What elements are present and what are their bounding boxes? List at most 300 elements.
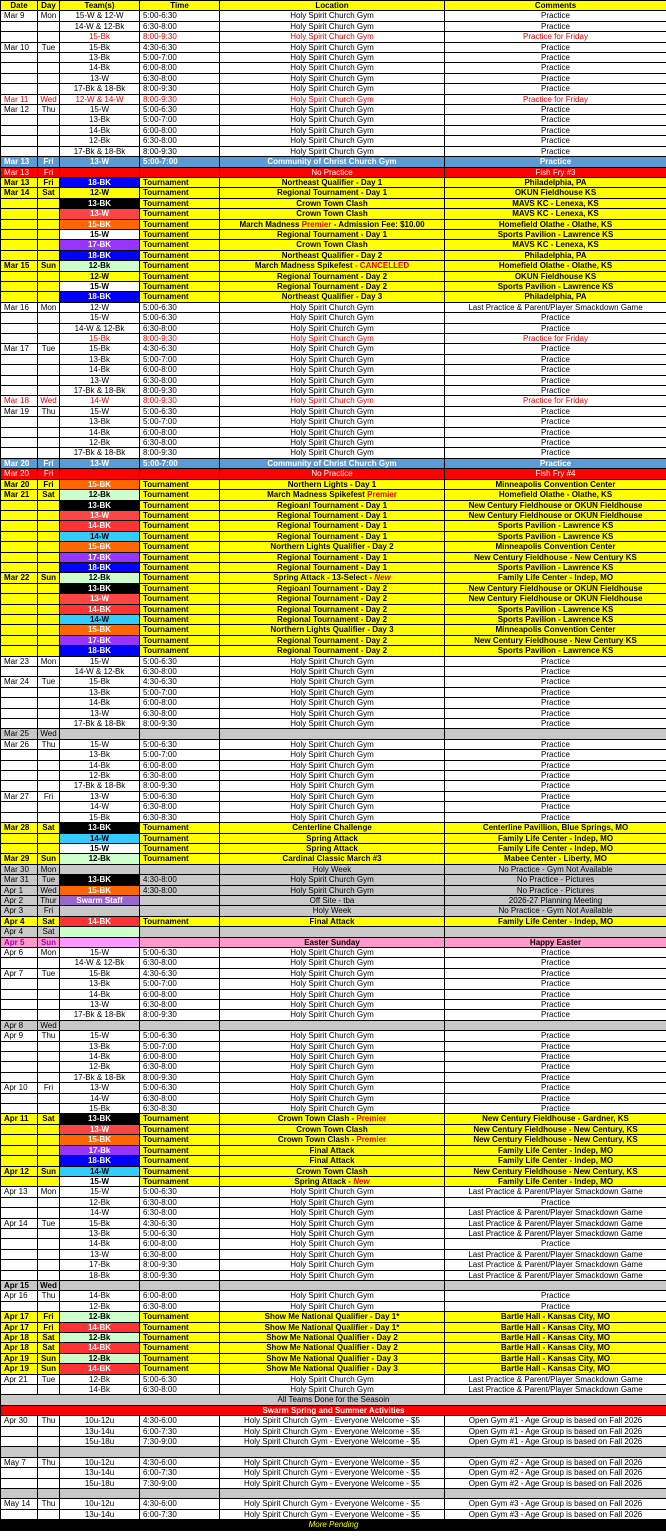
date-cell bbox=[1, 323, 38, 333]
comments-cell: Bartle Hall - Kansas City, MO bbox=[445, 1343, 666, 1353]
team-cell: 12-Bk bbox=[60, 490, 140, 500]
table-row bbox=[1, 542, 666, 552]
location-text: Regioanl Tournament - Day 2 bbox=[276, 583, 388, 593]
date-cell: Apr 17 bbox=[1, 1312, 38, 1322]
time-cell: 6:00-8:00 bbox=[140, 1052, 220, 1062]
schedule-body bbox=[1, 11, 666, 1530]
day-cell bbox=[38, 1041, 60, 1051]
location-cell bbox=[220, 1208, 445, 1218]
comments-cell: Practice bbox=[445, 656, 666, 666]
day-cell bbox=[38, 281, 60, 291]
time-cell: 4:30-6:30 bbox=[140, 344, 220, 354]
team-cell: 14-W & 12-Bk bbox=[60, 21, 140, 31]
table-row bbox=[1, 1301, 666, 1311]
comments-cell: Practice bbox=[445, 687, 666, 697]
comments-cell: Practice bbox=[445, 354, 666, 364]
day-cell: Tue bbox=[38, 42, 60, 52]
time-cell: Tournament bbox=[140, 188, 220, 198]
location-text: Holy Spirit Church Gym bbox=[290, 687, 374, 697]
team-cell: 12-W & 14-W bbox=[60, 94, 140, 104]
team-cell: 12-W bbox=[60, 302, 140, 312]
date-cell bbox=[1, 958, 38, 968]
date-cell bbox=[1, 417, 38, 427]
table-row bbox=[1, 354, 666, 364]
team-cell bbox=[60, 906, 140, 916]
day-cell: Tue bbox=[38, 968, 60, 978]
team-cell bbox=[60, 469, 140, 479]
table-row bbox=[1, 1333, 666, 1343]
location-cell bbox=[220, 115, 445, 125]
date-cell bbox=[1, 84, 38, 94]
time-cell: Tournament bbox=[140, 833, 220, 843]
location-cell bbox=[220, 687, 445, 697]
date-cell: Apr 11 bbox=[1, 1114, 38, 1124]
table-row bbox=[1, 1457, 666, 1467]
time-cell bbox=[140, 895, 220, 905]
comments-cell: Practice bbox=[445, 84, 666, 94]
team-cell: 12-Bk bbox=[60, 136, 140, 146]
location-cell bbox=[220, 1437, 445, 1447]
table-row bbox=[1, 781, 666, 791]
comments-cell: Practice bbox=[445, 968, 666, 978]
location-text: Holy Spirit Church Gym bbox=[290, 677, 374, 687]
day-cell bbox=[38, 1052, 60, 1062]
comments-cell: Open Gym #1 - Age Group is based on Fall 2026 bbox=[445, 1426, 666, 1436]
comments-cell: Practice bbox=[445, 698, 666, 708]
location-cell bbox=[220, 42, 445, 52]
day-cell bbox=[38, 73, 60, 83]
location-text: Holy Spirit Church Gym bbox=[290, 989, 374, 999]
location-text: Spring Attack - bbox=[294, 1176, 354, 1186]
time-cell: 5:00-7:00 bbox=[140, 979, 220, 989]
table-row bbox=[1, 833, 666, 843]
location-text: Holy Spirit Church Gym bbox=[290, 1072, 374, 1082]
header-teams: Team(s) bbox=[60, 1, 140, 11]
location-cell bbox=[220, 1228, 445, 1238]
comments-cell: Fish Fry #4 bbox=[445, 469, 666, 479]
location-text: Show Me National Qualifier - Day 2 bbox=[266, 1343, 398, 1353]
location-cell bbox=[220, 84, 445, 94]
comments-cell: New Century Fieldhouse - New Century, KS bbox=[445, 1124, 666, 1134]
table-row bbox=[1, 219, 666, 229]
day-cell: Mon bbox=[38, 11, 60, 21]
team-cell: 14-Bk bbox=[60, 760, 140, 770]
location-cell bbox=[220, 313, 445, 323]
time-cell: 5:00-7:00 bbox=[140, 1041, 220, 1051]
team-cell: 18-BK bbox=[60, 177, 140, 187]
comments-cell: Practice bbox=[445, 125, 666, 135]
comments-cell: Practice bbox=[445, 344, 666, 354]
time-cell: 5:00-7:00 bbox=[140, 53, 220, 63]
date-cell bbox=[1, 1197, 38, 1207]
day-cell: Sun bbox=[38, 937, 60, 947]
time-cell bbox=[140, 937, 220, 947]
day-cell bbox=[38, 365, 60, 375]
team-cell bbox=[60, 167, 140, 177]
time-cell: 6:30-8:00 bbox=[140, 1301, 220, 1311]
location-text: Holy Spirit Church Gym bbox=[290, 386, 374, 396]
date-cell bbox=[1, 1093, 38, 1103]
team-cell: 13-Bk bbox=[60, 750, 140, 760]
location-cell bbox=[220, 219, 445, 229]
table-row bbox=[1, 84, 666, 94]
date-cell: Mar 13 bbox=[1, 157, 38, 167]
day-cell bbox=[38, 63, 60, 73]
comments-cell: Homefield Olathe - Olathe, KS bbox=[445, 490, 666, 500]
team-cell: 13-BK bbox=[60, 198, 140, 208]
table-row bbox=[1, 1478, 666, 1488]
day-cell bbox=[38, 136, 60, 146]
table-row bbox=[1, 406, 666, 416]
day-cell: Fri bbox=[38, 791, 60, 801]
day-cell: Mon bbox=[38, 302, 60, 312]
day-cell bbox=[38, 583, 60, 593]
location-cell bbox=[220, 250, 445, 260]
location-cell bbox=[220, 365, 445, 375]
comments-cell: Family Life Center - Indep, MO bbox=[445, 1176, 666, 1186]
comments-cell: Practice bbox=[445, 1239, 666, 1249]
location-text: Northern Lights Qualifier - Day 2 bbox=[270, 542, 394, 552]
time-cell: 4:30-6:30 bbox=[140, 42, 220, 52]
time-cell: 6:00-8:00 bbox=[140, 698, 220, 708]
time-cell: 5:00-6:30 bbox=[140, 739, 220, 749]
team-cell bbox=[60, 1280, 140, 1290]
table-row bbox=[1, 895, 666, 905]
location-cell bbox=[220, 864, 445, 874]
time-cell: 6:00-7:30 bbox=[140, 1468, 220, 1478]
day-cell: Fri bbox=[38, 177, 60, 187]
location-text: Holy Spirit Church Gym bbox=[290, 1197, 374, 1207]
date-cell bbox=[1, 365, 38, 375]
comments-cell: Minneapolis Convention Center bbox=[445, 479, 666, 489]
location-cell bbox=[220, 1468, 445, 1478]
location-cell bbox=[220, 708, 445, 718]
location-cell bbox=[220, 396, 445, 406]
date-cell: Apr 19 bbox=[1, 1353, 38, 1363]
time-cell: Tournament bbox=[140, 635, 220, 645]
time-cell: 6:00-8:00 bbox=[140, 427, 220, 437]
comments-cell: OKUN Fieldhouse KS bbox=[445, 271, 666, 281]
location-text: Holy Spirit Church Gym bbox=[290, 323, 374, 333]
comments-cell: Practice bbox=[445, 21, 666, 31]
team-cell bbox=[60, 937, 140, 947]
time-cell: Tournament bbox=[140, 521, 220, 531]
time-cell: Tournament bbox=[140, 1166, 220, 1176]
comments-cell: Open Gym #3 - Age Group is based on Fall 2026 bbox=[445, 1509, 666, 1519]
day-cell bbox=[38, 979, 60, 989]
location-cell bbox=[220, 1197, 445, 1207]
comments-cell: Bartle Hall - Kansas City, MO bbox=[445, 1353, 666, 1363]
time-cell: 6:30-8:00 bbox=[140, 667, 220, 677]
location-text: Holy Spirit Church Gym bbox=[290, 885, 374, 895]
location-cell bbox=[220, 1322, 445, 1332]
day-cell bbox=[38, 708, 60, 718]
date-cell bbox=[1, 386, 38, 396]
location-cell bbox=[220, 53, 445, 63]
table-row bbox=[1, 115, 666, 125]
location-cell bbox=[220, 750, 445, 760]
location-text: Holy Spirit Church Gym bbox=[290, 1000, 374, 1009]
date-cell bbox=[1, 1135, 38, 1145]
comments-cell: New Century Fieldhouse or OKUN Fieldhouse bbox=[445, 583, 666, 593]
date-cell: Apr 16 bbox=[1, 1291, 38, 1301]
team-cell bbox=[60, 1020, 140, 1030]
team-cell: 12-Bk bbox=[60, 1374, 140, 1384]
location-text: Holy Spirit Church Gym bbox=[290, 667, 374, 676]
location-text: Holy Spirit Church Gym bbox=[290, 1083, 374, 1093]
day-cell: Sat bbox=[38, 927, 60, 937]
location-text: Regional Tournament - Day 2 bbox=[276, 614, 388, 624]
location-cell bbox=[220, 885, 445, 895]
location-text: Holy Spirit Church Gym bbox=[290, 406, 374, 416]
day-cell bbox=[38, 625, 60, 635]
table-row bbox=[1, 1489, 666, 1499]
table-row bbox=[1, 1041, 666, 1051]
team-cell bbox=[60, 864, 140, 874]
table-row bbox=[1, 1166, 666, 1176]
comments-cell: Family Life Center - Indep, MO bbox=[445, 916, 666, 926]
time-cell: Tournament bbox=[140, 261, 220, 271]
day-cell bbox=[38, 115, 60, 125]
location-text: Holy Spirit Church Gym bbox=[290, 53, 374, 63]
team-cell: 14-Bk bbox=[60, 1239, 140, 1249]
comments-cell: Sports Pavilion - Lawrence KS bbox=[445, 531, 666, 541]
table-row bbox=[1, 94, 666, 104]
date-cell bbox=[1, 833, 38, 843]
location-cell bbox=[220, 146, 445, 156]
location-cell bbox=[220, 1031, 445, 1041]
location-cell bbox=[220, 739, 445, 749]
date-cell: Mar 24 bbox=[1, 677, 38, 687]
comments-cell: Practice bbox=[445, 146, 666, 156]
table-row bbox=[1, 1187, 666, 1197]
date-cell bbox=[1, 313, 38, 323]
table-row bbox=[1, 771, 666, 781]
team-cell: 15-Bk bbox=[60, 812, 140, 822]
day-cell: Sun bbox=[38, 1353, 60, 1363]
table-row bbox=[1, 906, 666, 916]
comments-cell: Open Gym #2 - Age Group is based on Fall 2026 bbox=[445, 1468, 666, 1478]
time-cell: 5:00-6:30 bbox=[140, 1031, 220, 1041]
time-cell: Tournament bbox=[140, 594, 220, 604]
table-row bbox=[1, 417, 666, 427]
location-cell bbox=[220, 281, 445, 291]
team-cell: 14-BK bbox=[60, 1322, 140, 1332]
table-row bbox=[1, 1031, 666, 1041]
table-row bbox=[1, 812, 666, 822]
comments-cell: MAVS KC - Lenexa, KS bbox=[445, 240, 666, 250]
team-cell: 13-Bk bbox=[60, 354, 140, 364]
location-cell bbox=[220, 594, 445, 604]
team-cell: 15-W bbox=[60, 843, 140, 853]
time-cell: Tournament bbox=[140, 271, 220, 281]
time-cell: Tournament bbox=[140, 1156, 220, 1166]
day-cell: Sun bbox=[38, 1364, 60, 1374]
location-text: Holy Spirit Church Gym bbox=[290, 968, 374, 978]
date-cell: Apr 19 bbox=[1, 1364, 38, 1374]
time-cell: 8:00-9:30 bbox=[140, 146, 220, 156]
team-cell: 10u-12u bbox=[60, 1457, 140, 1467]
team-cell: 14-W & 12-Bk bbox=[60, 323, 140, 333]
location-text: Holy Spirit Church Gym bbox=[290, 708, 374, 718]
location-text: Northern Lights Qualifier - Day 3 bbox=[270, 625, 394, 635]
location-cell bbox=[220, 188, 445, 198]
comments-cell: Practice bbox=[445, 739, 666, 749]
team-cell: 14-Bk bbox=[60, 365, 140, 375]
location-text: Regional Tournament - Day 2 bbox=[276, 594, 388, 604]
location-cell bbox=[220, 1176, 445, 1186]
team-cell: 15-Bk bbox=[60, 968, 140, 978]
date-cell bbox=[1, 1447, 38, 1457]
location-text: Regional Tournament - Day 1 bbox=[276, 552, 388, 562]
time-cell: 5:00-6:30 bbox=[140, 11, 220, 21]
time-cell: 5:00-6:30 bbox=[140, 656, 220, 666]
time-cell: 8:00-9:30 bbox=[140, 1270, 220, 1280]
comments-cell: Practice bbox=[445, 1052, 666, 1062]
date-cell bbox=[1, 750, 38, 760]
day-cell: Tue bbox=[38, 1374, 60, 1384]
date-cell bbox=[1, 1072, 38, 1082]
table-row bbox=[1, 292, 666, 302]
day-cell bbox=[38, 1447, 60, 1457]
team-cell: 12-Bk bbox=[60, 1062, 140, 1072]
time-cell: 8:00-9:30 bbox=[140, 94, 220, 104]
table-row bbox=[1, 365, 666, 375]
date-cell bbox=[1, 1124, 38, 1134]
date-cell: Apr 9 bbox=[1, 1031, 38, 1041]
team-cell: 17-Bk & 18-Bk bbox=[60, 781, 140, 791]
time-cell: 4:30-8:00 bbox=[140, 885, 220, 895]
date-cell: Apr 13 bbox=[1, 1187, 38, 1197]
location-text: Spring Attack - 13-Select - bbox=[273, 573, 375, 583]
time-cell: 5:00-6:30 bbox=[140, 947, 220, 957]
day-cell bbox=[38, 219, 60, 229]
team-cell: 13-W bbox=[60, 510, 140, 520]
location-cell bbox=[220, 469, 445, 479]
table-row bbox=[1, 1520, 666, 1530]
team-cell: 13-W bbox=[60, 73, 140, 83]
location-cell bbox=[220, 1000, 445, 1010]
team-cell: 15-Bk bbox=[60, 32, 140, 42]
location-cell bbox=[220, 32, 445, 42]
location-cell bbox=[220, 261, 445, 271]
table-row bbox=[1, 1083, 666, 1093]
location-cell bbox=[220, 1010, 445, 1020]
team-cell: 13u-14u bbox=[60, 1426, 140, 1436]
time-cell: Tournament bbox=[140, 646, 220, 656]
location-text: Holy Spirit Church Gym bbox=[290, 365, 374, 375]
location-cell bbox=[220, 667, 445, 677]
location-cell bbox=[220, 177, 445, 187]
comments-cell bbox=[445, 1280, 666, 1290]
date-cell bbox=[1, 708, 38, 718]
team-cell: 14-W & 12-Bk bbox=[60, 667, 140, 677]
location-text: Holy Spirit Church Gym - Everyone Welcome - $5 bbox=[244, 1426, 420, 1436]
time-cell: Tournament bbox=[140, 1322, 220, 1332]
team-cell: 13-W bbox=[60, 375, 140, 385]
location-cell bbox=[220, 1260, 445, 1270]
location-text: Crown Town Clash - bbox=[277, 1114, 357, 1124]
location-cell bbox=[220, 375, 445, 385]
comments-cell: Open Gym #1 - Age Group is based on Fall 2026 bbox=[445, 1416, 666, 1426]
comments-cell: Practice bbox=[445, 1041, 666, 1051]
location-text: Holy Spirit Church Gym bbox=[290, 1104, 374, 1114]
table-row bbox=[1, 979, 666, 989]
time-cell: 6:30-8:00 bbox=[140, 1000, 220, 1010]
table-row bbox=[1, 625, 666, 635]
location-cell bbox=[220, 1135, 445, 1145]
day-cell bbox=[38, 958, 60, 968]
location-cell bbox=[220, 802, 445, 812]
comments-cell: Practice bbox=[445, 386, 666, 396]
day-cell: Wed bbox=[38, 1020, 60, 1030]
day-cell: Thu bbox=[38, 1031, 60, 1041]
location-text: Holy Spirit Church Gym bbox=[290, 313, 374, 323]
comments-cell: Last Practice & Parent/Player Smackdown Game bbox=[445, 1187, 666, 1197]
day-cell: Thu bbox=[38, 105, 60, 115]
team-cell: 13-W bbox=[60, 1083, 140, 1093]
location-cell bbox=[220, 157, 445, 167]
location-cell bbox=[220, 968, 445, 978]
location-cell bbox=[220, 136, 445, 146]
day-cell bbox=[38, 542, 60, 552]
comments-cell: Practice bbox=[445, 667, 666, 677]
team-cell: 15-BK bbox=[60, 219, 140, 229]
time-cell: Tournament bbox=[140, 625, 220, 635]
day-cell bbox=[38, 812, 60, 822]
time-cell bbox=[140, 1489, 220, 1499]
comments-cell: Practice bbox=[445, 781, 666, 791]
date-cell bbox=[1, 1489, 38, 1499]
location-cell bbox=[220, 500, 445, 510]
location-text: Holy Spirit Church Gym bbox=[290, 1228, 374, 1238]
location-cell bbox=[220, 386, 445, 396]
comments-cell: Centerline Pavillion, Blue Springs, MO bbox=[445, 823, 666, 833]
location-text: Holy Spirit Church Gym bbox=[290, 1093, 374, 1103]
comments-cell: Practice bbox=[445, 448, 666, 458]
table-row bbox=[1, 1239, 666, 1249]
comments-cell: New Century Fieldhouse - New Century, KS bbox=[445, 1135, 666, 1145]
location-text: Northeast Qualifier - Day 3 bbox=[281, 292, 383, 302]
table-row bbox=[1, 1260, 666, 1270]
location-text: March Madness bbox=[239, 219, 302, 229]
day-cell bbox=[38, 614, 60, 624]
location-cell bbox=[220, 240, 445, 250]
location-text: Holy Spirit Church Gym bbox=[290, 719, 374, 729]
team-cell: 17-Bk & 18-Bk bbox=[60, 719, 140, 729]
time-cell bbox=[140, 167, 220, 177]
day-cell bbox=[38, 21, 60, 31]
table-row bbox=[1, 719, 666, 729]
day-cell bbox=[38, 323, 60, 333]
day-cell bbox=[38, 125, 60, 135]
day-cell bbox=[38, 1270, 60, 1280]
date-cell bbox=[1, 635, 38, 645]
table-row bbox=[1, 614, 666, 624]
day-cell: Fri bbox=[38, 1083, 60, 1093]
location-text: Holy Spirit Church Gym bbox=[290, 1301, 374, 1311]
date-cell: Apr 18 bbox=[1, 1343, 38, 1353]
location-cell bbox=[220, 1374, 445, 1384]
table-row bbox=[1, 479, 666, 489]
location-text: Holy Spirit Church Gym bbox=[290, 1187, 374, 1197]
date-cell bbox=[1, 812, 38, 822]
date-cell: Mar 26 bbox=[1, 739, 38, 749]
day-cell: Wed bbox=[38, 885, 60, 895]
comments-cell: Fish Fry #3 bbox=[445, 167, 666, 177]
team-cell: 13-Bk bbox=[60, 979, 140, 989]
time-cell: Tournament bbox=[140, 614, 220, 624]
